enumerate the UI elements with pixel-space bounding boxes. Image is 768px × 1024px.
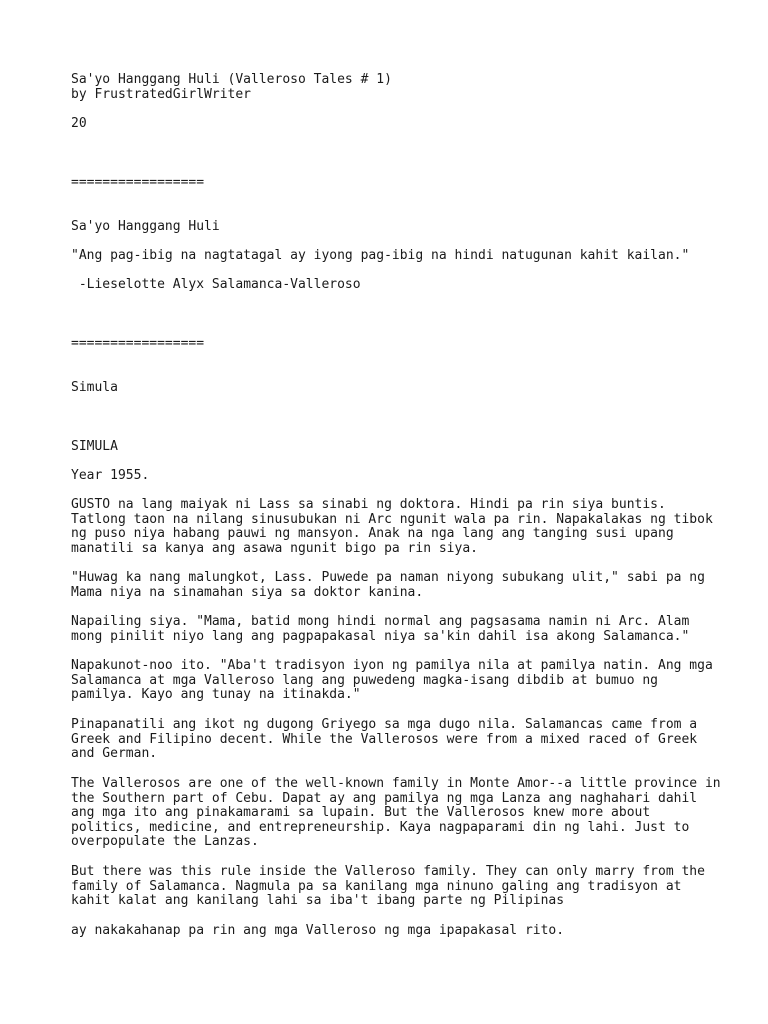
toc-entry: Simula [71,380,118,395]
dedication-quote: "Ang pag-ibig na nagtatagal ay iyong pag-ibig na hindi natugunan kahit kailan." [71,248,690,263]
book-author: by FrustratedGirlWriter [71,87,252,102]
page-number: 20 [71,116,87,131]
paragraph: ay nakakahanap pa rin ang mga Valleroso ng mga ipapakasal rito. [71,923,565,938]
paragraph: The Vallerosos are one of the well-known family in Monte Amor--a little province in the Southern part of Cebu. Dapat ay ang pamilya ng mga Lanza ang naghahari dahil ang mga ito ang pinakamarami sa lupain. But the Vallerosos knew more about politics, medicine, and entrepreneurship. Kaya nagpaparami din ng lahi. Just to overpopulate the Lanzas. [71,776,721,850]
book-title: Sa'yo Hanggang Huli (Valleroso Tales # 1) [71,72,392,87]
dedication-attribution: -Lieselotte Alyx Salamanca-Valleroso [71,277,361,292]
separator-line: ================= [71,336,205,351]
paragraph: "Huwag ka nang malungkot, Lass. Puwede pa naman niyong subukang ulit," sabi pa ng Mama niya na sinamahan siya sa doktor kanina. [71,570,705,600]
paragraph: But there was this rule inside the Valleroso family. They can only marry from the family of Salamanca. Nagmula pa sa kanilang mga ninuno galing ang tradisyon at kahit kalat ang kanilang lahi sa iba't ibang parte ng Pilipinas [71,864,705,909]
separator-line: ================= [71,175,205,190]
paragraph: Napailing siya. "Mama, batid mong hindi normal ang pagsasama namin ni Arc. Alam mong pinilit niyo lang ang pagpapakasal niya sa'kin dahil isa akong Salamanca." [71,614,690,644]
chapter-year: Year 1955. [71,468,150,483]
dedication-title: Sa'yo Hanggang Huli [71,219,220,234]
chapter-heading: SIMULA [71,439,118,454]
paragraph: GUSTO na lang maiyak ni Lass sa sinabi ng doktora. Hindi pa rin siya buntis. Tatlong taon na nilang sinusubukan ni Arc ngunit wala pa rin. Napakalakas ng tibok ng puso niya habang pauwi ng mansyon. Anak na nga lang ang tanging susi upang manatili sa kanya ang asawa ngunit bigo pa rin siya. [71,497,713,556]
paragraph: Napakunot-noo ito. "Aba't tradisyon iyon ng pamilya nila at pamilya natin. Ang mga Salamanca at mga Valleroso lang ang puwedeng magka-isang dibdib at bumuo ng pamilya. Kayo ang tunay na itinakda." [71,658,713,703]
paragraph: Pinapanatili ang ikot ng dugong Griyego sa mga dugo nila. Salamancas came from a Greek and Filipino decent. While the Vallerosos were from a mixed raced of Greek and German. [71,717,698,762]
